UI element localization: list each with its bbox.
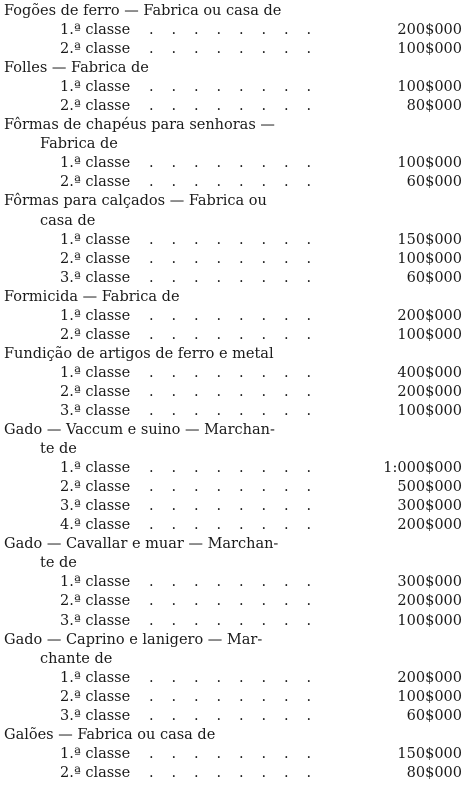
class-label: 2.ª classe (60, 326, 131, 343)
class-row (4, 669, 468, 688)
class-row (4, 21, 468, 40)
class-label: 2.ª classe (60, 593, 131, 610)
dot-leader: . . . . . . . . (149, 593, 312, 610)
class-row (4, 231, 468, 250)
dot-leader: . . . . . . . . (149, 98, 312, 115)
class-value: 500$000 (397, 479, 462, 496)
class-row (4, 97, 468, 116)
class-row (4, 592, 468, 611)
dot-leader: . . . . . . . . (149, 41, 312, 58)
dot-leader: . . . . . . . . (149, 22, 312, 39)
dot-leader: . . . . . . . . (149, 498, 312, 515)
dot-leader: . . . . . . . . (149, 79, 312, 96)
tariff-list (4, 2, 468, 798)
dot-leader: . . . . . . . . (149, 307, 312, 324)
class-label: 2.ª classe (60, 98, 131, 115)
dot-leader: . . . . . . . . (149, 326, 312, 343)
tariff-entry (4, 726, 468, 783)
tariff-entry (4, 631, 468, 726)
dot-leader: . . . . . . . . (149, 250, 312, 267)
class-label: 2.ª classe (60, 688, 131, 705)
class-row (4, 250, 468, 269)
dot-leader: . . . . . . . . (149, 269, 312, 286)
entry-heading: Fogões de ferro — Fabrica ou casa de (4, 3, 282, 19)
class-label: 2.ª classe (60, 250, 131, 267)
class-value: 400$000 (397, 364, 462, 381)
dot-leader: . . . . . . . . (149, 688, 312, 705)
class-label: 3.ª classe (60, 402, 131, 419)
class-label: 1.ª classe (60, 669, 131, 686)
class-value: 100$000 (397, 250, 462, 267)
class-row (4, 40, 468, 59)
class-value: 300$000 (397, 498, 462, 515)
entry-heading: Gado — Vaccum e suino — Marchan- (4, 422, 275, 439)
class-row (4, 764, 468, 783)
dot-leader: . . . . . . . . (149, 231, 312, 248)
class-label: 1.ª classe (60, 745, 131, 762)
dot-leader: . . . . . . . . (149, 479, 312, 496)
class-label: 3.ª classe (60, 612, 131, 629)
class-row (4, 307, 468, 326)
class-row (4, 326, 468, 345)
class-value: 200$000 (397, 593, 462, 610)
entry-heading: Galões — Fabrica ou casa de (4, 726, 216, 743)
class-row (4, 497, 468, 516)
class-value: 200$000 (397, 383, 462, 400)
class-value: 100$000 (397, 688, 462, 705)
entry-heading: Fundição de artigos de ferro e metal (4, 345, 274, 362)
class-value: 60$000 (406, 269, 462, 286)
dot-leader: . . . . . . . . (149, 364, 312, 381)
class-value: 100$000 (397, 79, 462, 96)
entry-heading: Gado — Cavallar e muar — Marchan- (4, 536, 279, 553)
tariff-entry (4, 288, 468, 345)
class-value: 1:000$000 (383, 460, 462, 477)
tariff-entry (4, 116, 468, 192)
tariff-entry (4, 59, 468, 116)
dot-leader: . . . . . . . . (149, 707, 312, 724)
class-label: 1.ª classe (60, 155, 131, 172)
dot-leader: . . . . . . . . (149, 764, 312, 781)
class-label: 2.ª classe (60, 383, 131, 400)
entry-heading-continuation: casa de (40, 212, 96, 229)
dot-leader: . . . . . . . . (149, 745, 312, 762)
class-label: 1.ª classe (60, 79, 131, 96)
class-value: 100$000 (397, 326, 462, 343)
class-label: 1.ª classe (60, 460, 131, 477)
class-label: 3.ª classe (60, 269, 131, 286)
class-value: 60$000 (406, 174, 462, 191)
dot-leader: . . . . . . . . (149, 383, 312, 400)
class-value: 100$000 (397, 402, 462, 419)
class-label: 3.ª classe (60, 707, 131, 724)
class-label: 1.ª classe (60, 574, 131, 591)
class-label: 1.ª classe (60, 231, 131, 248)
class-label: 2.ª classe (60, 479, 131, 496)
class-label: 2.ª classe (60, 41, 131, 58)
class-row (4, 745, 468, 764)
entry-heading: Fôrmas de chapéus para senhoras — (4, 117, 275, 134)
class-value: 300$000 (397, 574, 462, 591)
class-value: 200$000 (397, 22, 462, 39)
class-label: 3.ª classe (60, 498, 131, 515)
entry-heading-continuation: Fabrica de (40, 136, 118, 153)
class-row (4, 516, 468, 535)
entry-heading-continuation: chante de (40, 650, 113, 667)
class-value: 60$000 (406, 707, 462, 724)
class-row (4, 173, 468, 192)
tariff-entry (4, 421, 468, 535)
class-row (4, 154, 468, 173)
dot-leader: . . . . . . . . (149, 669, 312, 686)
class-row (4, 269, 468, 288)
class-value: 200$000 (397, 669, 462, 686)
class-row (4, 688, 468, 707)
entry-heading: Folles — Fabrica de (4, 60, 149, 77)
class-value: 100$000 (397, 41, 462, 58)
class-row (4, 459, 468, 478)
class-label: 4.ª classe (60, 517, 131, 534)
tariff-entry (4, 2, 468, 59)
class-value: 200$000 (397, 307, 462, 324)
class-row (4, 364, 468, 383)
dot-leader: . . . . . . . . (149, 517, 312, 534)
tariff-entry (4, 535, 468, 630)
entry-heading: Formicida — Fabrica de (4, 288, 180, 305)
dot-leader: . . . . . . . . (149, 155, 312, 172)
class-row (4, 612, 468, 631)
class-row (4, 383, 468, 402)
class-value: 150$000 (397, 231, 462, 248)
class-value: 80$000 (406, 764, 462, 781)
tariff-entry (4, 192, 468, 287)
class-label: 1.ª classe (60, 364, 131, 381)
class-value: 100$000 (397, 155, 462, 172)
class-row (4, 707, 468, 726)
entry-heading: Fôrmas para calçados — Fabrica ou (4, 193, 267, 210)
class-label: 1.ª classe (60, 22, 131, 39)
class-label: 2.ª classe (60, 764, 131, 781)
class-value: 150$000 (397, 745, 462, 762)
entry-heading: Gado — Caprino e lanigero — Mar- (4, 631, 263, 648)
tariff-entry (4, 345, 468, 421)
dot-leader: . . . . . . . . (149, 612, 312, 629)
class-row (4, 78, 468, 97)
dot-leader: . . . . . . . . (149, 574, 312, 591)
class-row (4, 573, 468, 592)
class-value: 100$000 (397, 612, 462, 629)
dot-leader: . . . . . . . . (149, 174, 312, 191)
entry-heading-continuation: te de (40, 555, 77, 572)
class-value: 80$000 (406, 98, 462, 115)
dot-leader: . . . . . . . . (149, 460, 312, 477)
class-value: 200$000 (397, 517, 462, 534)
class-label: 1.ª classe (60, 307, 131, 324)
entry-heading-continuation: te de (40, 441, 77, 458)
class-row (4, 478, 468, 497)
dot-leader: . . . . . . . . (149, 402, 312, 419)
class-label: 2.ª classe (60, 174, 131, 191)
class-row (4, 402, 468, 421)
